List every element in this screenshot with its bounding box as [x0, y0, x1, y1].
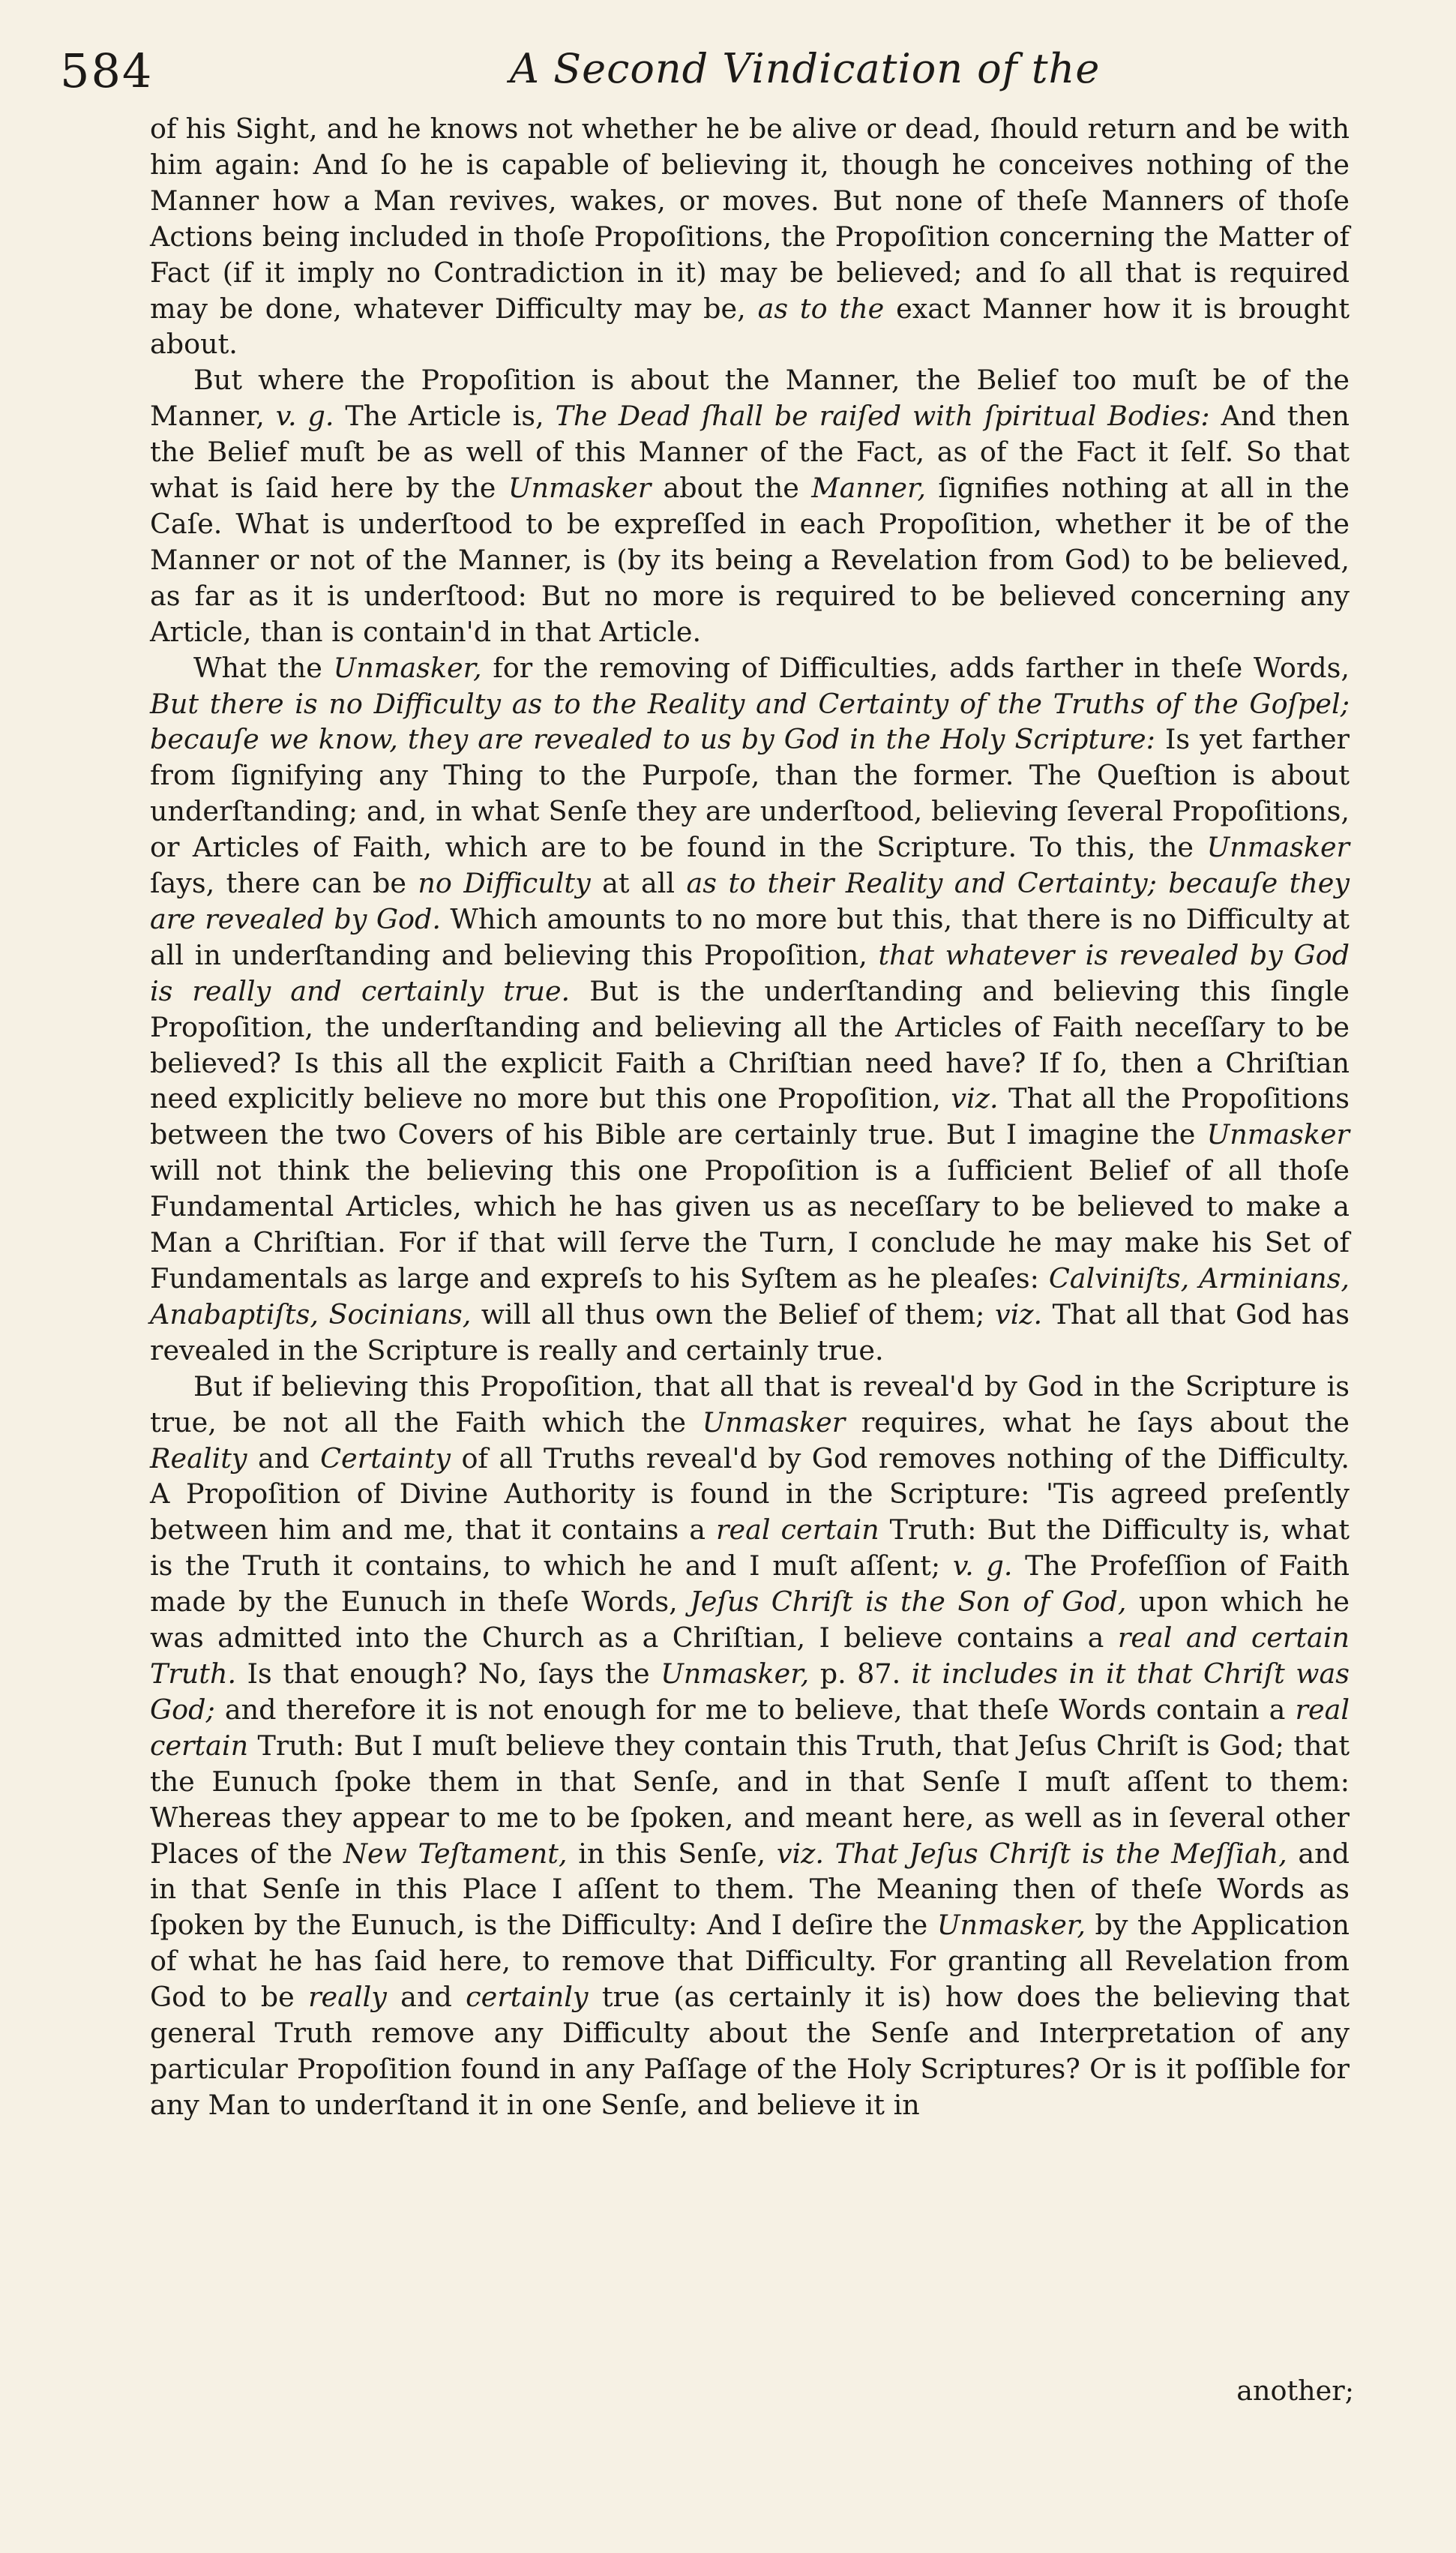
paragraph: [150, 362, 1350, 650]
text-run: upon which he was admitted into the Church as a Chriſtian, I believe contains a: [150, 1586, 1350, 1654]
text-run: will not think the believing this one Propoſition is a ſufficient Belief of all thoſe Fundamental Articles, which he has given us as neceſſary to be believed to make a Man a Chriſtian. For if that will ſerve the Turn, I conclude he may make his Set of Fundamentals as large and expreſs to his Syſtem as he pleaſes:: [150, 1154, 1350, 1294]
text-run: What the: [193, 651, 334, 684]
page-header: [60, 38, 1425, 105]
text-run: in this Senſe,: [567, 1837, 777, 1870]
text-run: about the: [651, 472, 812, 505]
text-run: ſays, there can be: [150, 867, 418, 900]
text-run: And then the Belief muſt be as well of this Manner of the Fact, as of the Fact it ſelf. So that what is ſaid here by the: [150, 400, 1350, 505]
italic-text: real and certain Truth.: [150, 1622, 1350, 1690]
italic-text: v. g.: [952, 1550, 1013, 1582]
italic-text: viz.: [994, 1298, 1043, 1330]
text-run: true (as certainly it is) how does the believing that general Truth remove any Difficulty about the Senſe and Interpretation of any particular Propoſition found in any Paſſage of the Holy Scriptures? Or is it poſſible for any Man to underſtand it in one Senſe, and believe it in: [150, 1981, 1350, 2121]
italic-text: as to the: [757, 292, 885, 325]
paragraph: [150, 1369, 1350, 2123]
running-title: A Second Vindication of the: [510, 45, 1101, 92]
italic-text: Unmasker: [1206, 1118, 1350, 1151]
text-run: for the removing of Difficulties, adds farther in theſe Words,: [481, 651, 1350, 684]
text-run: Truth: But I muſt believe they contain this Truth, that Jeſus Chriſt is God; that the Eunuch ſpoke them in that Senſe, and in that Senſe I muſt aſſent to them: Whereas they appear to me to be ſpoken, and meant here, as well as in ſeveral other Places of the: [150, 1729, 1350, 1870]
italic-text: Manner,: [811, 472, 927, 505]
text-run: Is yet farther from ſignifying any Thing to the Purpoſe, than the former. The Queſtion is about underſtanding; and, in what Senſe they are underſtood, believing ſeveral Propoſitions, or Articles of Faith, which are to be found in the Scripture. To this, the: [150, 723, 1350, 864]
text-run: ſignifies nothing at all in the Caſe. What is underſtood to be expreſſed in each Propoſition, whether it be of the Manner or not of the Manner, is (by its being a Revelation from God) to be believed, as far as it is underſtood: But no more is required to be believed concerning any Article, than is contain'd in that Article.: [150, 472, 1350, 648]
catchword: another;: [1236, 2374, 1354, 2407]
text-run: p. 87.: [809, 1657, 912, 1690]
text-run: of his Sight, and he knows not whether he be alive or dead, ſhould return and be with him again: And ſo he is capable of believing it, though he conceives nothing of the Manner how a Man revives, wakes, or moves. But none of theſe Manners of thoſe Actions being included in thoſe Propoſitions, the Propoſition concerning the Matter of Fact (if it imply no Contradiction in it) may be believed; and ſo all that is required may be done, whatever Difficulty may be,: [150, 112, 1350, 325]
text-run: But where the Propoſition is about the Manner, the Belief too muſt be of the Manner,: [150, 364, 1350, 433]
body-text: [150, 111, 1350, 2123]
italic-text: viz.: [951, 1082, 999, 1115]
italic-text: New Teſtament,: [343, 1837, 568, 1870]
italic-text: Calviniſts, Arminians, Anabaptiſts, Socinians,: [150, 1262, 1350, 1330]
text-run: But if believing this Propoſition, that all that is reveal'd by God in the Scripture is true, be not all the Faith which the: [150, 1370, 1350, 1438]
text-run: of all Truths reveal'd by God removes nothing of the Difficulty. A Propoſition of Divine Authority is found in the Scripture: 'Tis agreed preſently between him and me, that it contains a: [150, 1442, 1350, 1546]
italic-text: viz. That Jeſus Chriſt is the Meſſiah,: [776, 1837, 1287, 1870]
italic-text: Certainty: [320, 1442, 451, 1474]
italic-text: Unmasker: [702, 1406, 846, 1438]
italic-text: real certain: [150, 1693, 1350, 1762]
text-run: The Article is,: [334, 400, 556, 433]
italic-text: Jeſus Chriſt is the Son of God,: [690, 1586, 1127, 1618]
text-run: Truth: But the Difficulty is, what is the Truth it contains, to which he and I muſt aſſent;: [150, 1514, 1350, 1582]
italic-text: it includes in it that Chriſt was God;: [150, 1657, 1350, 1726]
italic-text: really: [308, 1981, 387, 2014]
text-run: That all the Propoſitions between the two Covers of his Bible are certainly true. But I imagine the: [150, 1082, 1350, 1151]
italic-text: no Difficulty: [418, 867, 591, 900]
italic-text: But there is no Difficulty as to the Reality and Certainty of the Truths of the Goſpel; becauſe we know, they are revealed to us by God in the Holy Scripture:: [150, 687, 1350, 756]
page-number: 584: [60, 44, 154, 98]
text-run: will all thus own the Belief of them;: [471, 1298, 995, 1330]
italic-text: Unmasker,: [661, 1657, 810, 1690]
italic-text: Reality: [150, 1442, 247, 1474]
text-run: and therefore it is not enough for me to believe, that theſe Words contain a: [214, 1693, 1296, 1726]
italic-text: real certain: [716, 1514, 879, 1546]
italic-text: that whatever is revealed by God is really and certainly true.: [150, 938, 1350, 1007]
text-run: by the Application of what he has ſaid here, to remove that Difficulty. For granting all Revelation from God to be: [150, 1909, 1350, 2014]
italic-text: as to their Reality and Certainty; becauſe they are revealed by God.: [150, 867, 1350, 935]
text-run: requires, what he ſays about the: [845, 1406, 1350, 1438]
text-run: The Profeſſion of Faith made by the Eunuch in theſe Words,: [150, 1550, 1350, 1618]
text-run: exact Manner how it is brought about.: [150, 292, 1350, 361]
paragraph: [150, 111, 1350, 362]
italic-text: Unmasker: [1206, 831, 1350, 864]
paragraph: [150, 650, 1350, 1369]
text-run: and: [386, 1981, 466, 2014]
text-run: Is that enough? No, ſays the: [236, 1657, 661, 1690]
italic-text: Unmasker: [508, 472, 652, 505]
text-run: That all that God has revealed in the Scripture is really and certainly true.: [150, 1298, 1350, 1366]
text-run: and in that Senſe in this Place I aſſent to them. The Meaning then of theſe Words as ſpoken by the Eunuch, is the Difficulty: And I deſire the: [150, 1837, 1350, 1942]
italic-text: Unmasker,: [333, 651, 482, 684]
text-run: Which amounts to no more but this, that there is no Difficulty at all in underſtanding and believing this Propoſition,: [150, 902, 1350, 971]
text-run: But is the underſtanding and believing this ſingle Propoſition, the underſtanding and believing all the Articles of Faith neceſſary to be believed? Is this all the explicit Faith a Chriſtian need have? If ſo, then a Chriſtian need explicitly believe no more but this one Propoſition,: [150, 974, 1350, 1115]
italic-text: certainly: [466, 1981, 589, 2014]
text-run: at all: [590, 867, 687, 900]
text-run: and: [247, 1442, 321, 1474]
italic-text: Unmasker,: [936, 1909, 1086, 1942]
italic-text: The Dead ſhall be raiſed with ſpiritual Bodies:: [555, 400, 1210, 433]
italic-text: v. g.: [275, 400, 334, 433]
